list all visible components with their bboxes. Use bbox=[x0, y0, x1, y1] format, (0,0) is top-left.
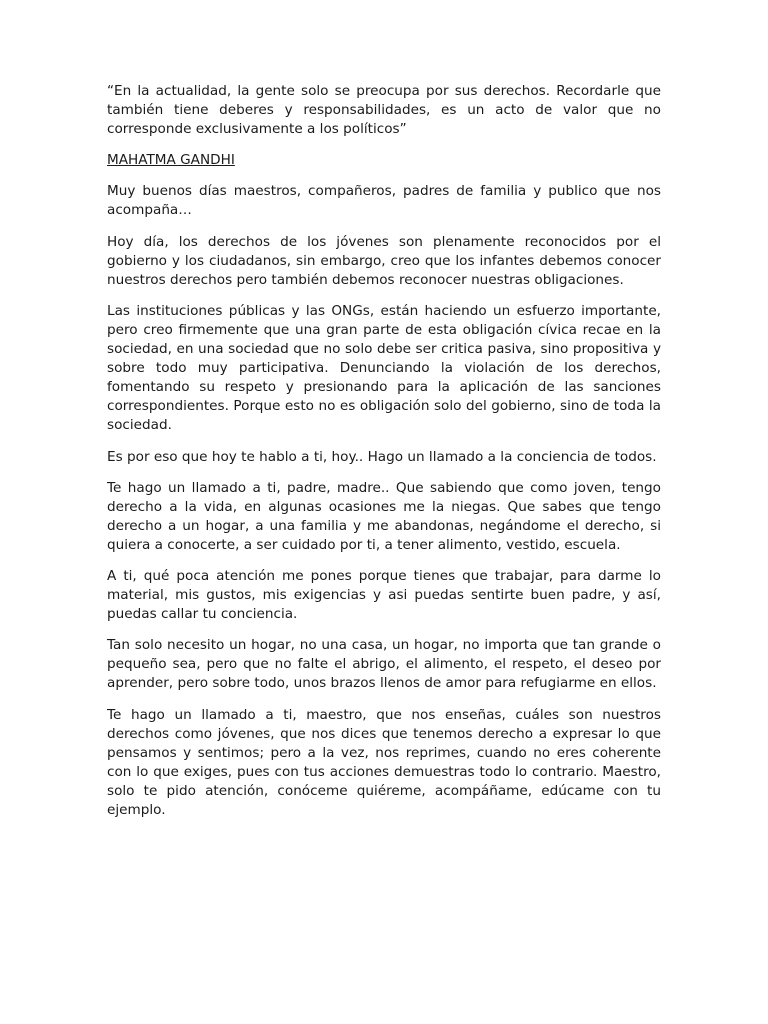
paragraph: Las instituciones públicas y las ONGs, están haciendo un esfuerzo importante, pero creo firmemente que una gran parte de esta obligación cívica recae en la sociedad, en una sociedad que no solo debe ser critica pasiva, sino propositiva y sobre todo muy participativa. Denunciando la violación de los derechos, fomentando su respeto y presionando para la aplicación de las sanciones correspondientes. Porque esto no es obligación solo del gobierno, sino de toda la sociedad. bbox=[107, 302, 661, 434]
paragraph: Te hago un llamado a ti, padre, madre.. Que sabiendo que como joven, tengo derecho a la vida, en algunas ocasiones me la niegas. Que sabes que tengo derecho a un hogar, a una familia y me abandonas, negándome el derecho, si quiera a conocerte, a ser cuidado por ti, a tener alimento, vestido, escuela. bbox=[107, 479, 661, 553]
paragraph: Tan solo necesito un hogar, no una casa, un hogar, no importa que tan grande o pequeño sea, pero que no falte el abrigo, el alimento, el respeto, el deseo por aprender, pero sobre todo, unos brazos llenos de amor para refugiarme en ellos. bbox=[107, 637, 661, 692]
quote-author: MAHATMA GANDHI bbox=[107, 152, 235, 169]
paragraph: Hoy día, los derechos de los jóvenes son plenamente reconocidos por el gobierno y los ciudadanos, sin embargo, creo que los infantes debemos conocer nuestros derechos pero también debemos reconocer nuestras obligaciones. bbox=[107, 233, 661, 288]
opening-quote: “En la actualidad, la gente solo se preocupa por sus derechos. Recordarle que también tiene deberes y responsabilidades, es un acto de valor que no corresponde exclusivamente a los políticos” bbox=[107, 83, 661, 138]
paragraph: A ti, qué poca atención me pones porque tienes que trabajar, para darme lo material, mis gustos, mis exigencias y asi puedas sentirte buen padre, y así, puedas callar tu conciencia. bbox=[107, 567, 661, 623]
document-page bbox=[107, 82, 661, 832]
paragraph: Te hago un llamado a ti, maestro, que nos enseñas, cuáles son nuestros derechos como jóvenes, que nos dices que tenemos derecho a expresar lo que pensamos y sentimos; pero a la vez, nos reprimes, cuando no eres coherente con lo que exiges, pues con tus acciones demuestras todo lo contrario. Maestro, solo te pido atención, conóceme quiéreme, acompáñame, edúcame con tu ejemplo. bbox=[107, 706, 661, 818]
paragraph: Es por eso que hoy te hablo a ti, hoy.. Hago un llamado a la conciencia de todos. bbox=[107, 448, 657, 465]
paragraph-greeting: Muy buenos días maestros, compañeros, padres de familia y publico que nos acompaña… bbox=[107, 183, 661, 219]
